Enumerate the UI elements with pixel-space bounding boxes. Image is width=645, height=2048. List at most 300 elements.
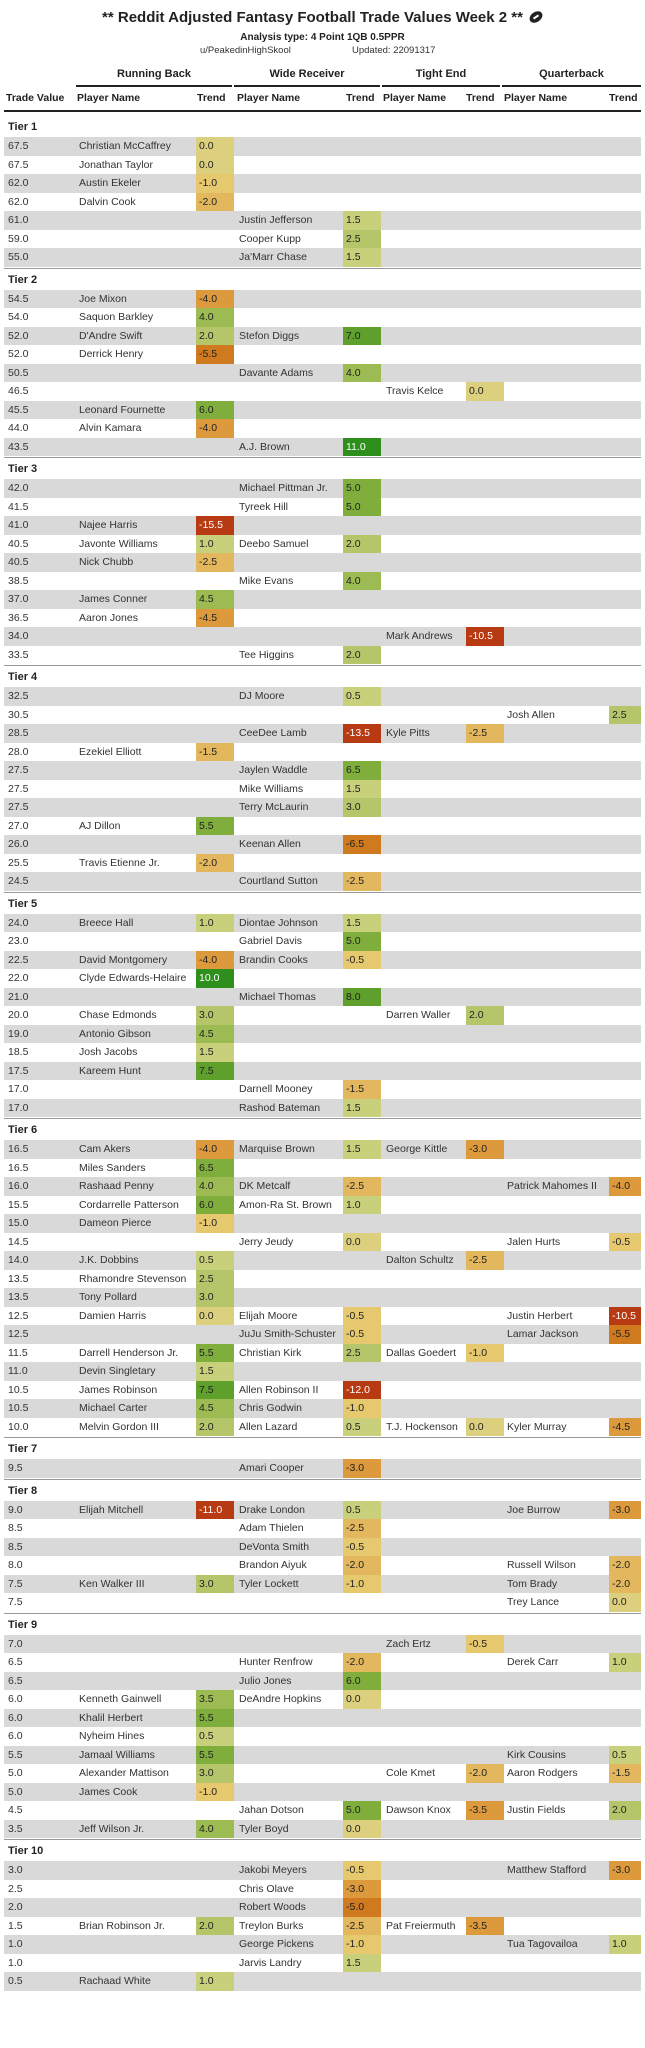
qb-name: Kyler Murray (507, 1420, 567, 1433)
header-te-name: Player Name (383, 92, 447, 104)
wr-trend: 5.0 (343, 479, 381, 498)
table-row (4, 516, 641, 535)
table-row (4, 1159, 641, 1178)
wr-name: Davante Adams (239, 366, 314, 379)
trade-value: 5.5 (8, 1748, 23, 1761)
wr-name: Keenan Allen (239, 838, 301, 850)
table-row (4, 1764, 641, 1783)
header-qb-name: Player Name (504, 92, 568, 104)
tier-label: Tier 5 (8, 897, 38, 910)
trade-value: 4.5 (8, 1804, 23, 1816)
trade-value: 28.5 (8, 727, 29, 739)
wr-trend: 6.5 (343, 761, 381, 780)
wr-trend: 1.5 (343, 914, 381, 933)
wr-name: Brandon Aiyuk (239, 1559, 307, 1571)
wr-name: Elijah Moore (239, 1309, 298, 1322)
rb-trend: -2.0 (196, 193, 234, 212)
te-name: T.J. Hockenson (386, 1420, 458, 1433)
trade-value: 15.0 (8, 1217, 29, 1229)
rb-name: AJ Dillon (79, 819, 121, 832)
rb-name: Nyheim Hines (79, 1730, 145, 1742)
wr-name: Chris Olave (239, 1882, 294, 1895)
table-row (4, 1556, 641, 1575)
qb-trend: -5.5 (609, 1325, 641, 1344)
qb-name: Joe Burrow (507, 1503, 561, 1516)
qb-name: Patrick Mahomes II (507, 1180, 597, 1192)
rb-name: James Cook (79, 1785, 138, 1798)
qb-name: Derek Carr (507, 1656, 559, 1668)
te-trend: -10.5 (466, 627, 504, 646)
rb-trend: 1.0 (196, 914, 234, 933)
wr-name: Cooper Kupp (239, 232, 301, 245)
trade-value: 6.0 (8, 1711, 23, 1724)
wr-trend: -0.5 (343, 1325, 381, 1344)
rb-trend: -1.0 (196, 174, 234, 193)
table-row (4, 479, 641, 498)
table-row (4, 1501, 641, 1520)
wr-name: Treylon Burks (239, 1919, 304, 1932)
wr-trend: -0.5 (343, 1538, 381, 1557)
wr-name: DK Metcalf (239, 1180, 291, 1192)
header-qb-trend: Trend (609, 92, 638, 104)
trade-value: 18.5 (8, 1046, 29, 1058)
qb-name: Kirk Cousins (507, 1748, 566, 1761)
wr-name: Tyreek Hill (239, 500, 289, 513)
table-row (4, 706, 641, 725)
wr-trend: -5.0 (343, 1898, 381, 1917)
wr-name: Robert Woods (239, 1901, 306, 1913)
trade-value: 14.0 (8, 1254, 29, 1266)
rb-name: J.K. Dobbins (79, 1254, 139, 1266)
table-row (4, 988, 641, 1007)
trade-value: 0.5 (8, 1975, 23, 1987)
trade-value: 2.0 (8, 1901, 23, 1913)
rb-trend: 2.0 (196, 1917, 234, 1936)
table-row (4, 382, 641, 401)
table-row (4, 609, 641, 628)
wr-trend: 0.0 (343, 1820, 381, 1839)
trade-value: 17.0 (8, 1083, 29, 1095)
rb-name: Jonathan Taylor (79, 158, 153, 171)
rb-name: Javonte Williams (79, 537, 158, 550)
wr-name: Mike Williams (239, 782, 304, 795)
table-row (4, 174, 641, 193)
header-te-trend: Trend (466, 92, 495, 104)
trade-value: 16.5 (8, 1161, 29, 1174)
rb-trend: -15.5 (196, 516, 234, 535)
rb-name: Najee Harris (79, 519, 138, 531)
table-row (4, 1727, 641, 1746)
wr-name: Justin Jefferson (239, 214, 313, 226)
rb-name: James Conner (79, 593, 148, 605)
table-row (4, 1062, 641, 1081)
qb-name: Justin Fields (507, 1804, 566, 1816)
wr-trend: -1.0 (343, 1399, 381, 1418)
trade-value: 24.0 (8, 916, 29, 929)
rb-name: Rhamondre Stevenson (79, 1272, 187, 1285)
qb-trend: -1.5 (609, 1764, 641, 1783)
header-wr-name: Player Name (237, 92, 301, 104)
wr-name: Chris Godwin (239, 1402, 303, 1414)
wr-name: DJ Moore (239, 690, 285, 702)
wr-name: Michael Thomas (239, 990, 316, 1003)
wr-trend: -2.5 (343, 1519, 381, 1538)
rb-name: David Montgomery (79, 953, 168, 966)
table-row (4, 951, 641, 970)
tier-header (4, 1479, 641, 1501)
rb-name: Jamaal Williams (79, 1748, 155, 1761)
wr-name: Tyler Lockett (239, 1577, 299, 1590)
author: u/PeakedinHighSkool (200, 45, 291, 56)
te-name: George Kittle (386, 1143, 448, 1155)
trade-value: 25.5 (8, 856, 29, 869)
tier-divider (4, 457, 641, 458)
wr-name: Tee Higgins (239, 648, 294, 661)
rb-name: Travis Etienne Jr. (79, 856, 160, 869)
table-row (4, 1459, 641, 1478)
trade-value: 28.0 (8, 745, 29, 758)
table-row (4, 535, 641, 554)
table-row (4, 1861, 641, 1880)
group-quarterback: Quarterback (539, 68, 604, 80)
trade-value: 5.0 (8, 1767, 23, 1779)
table-row (4, 1362, 641, 1381)
tier-label: Tier 8 (8, 1484, 38, 1497)
rb-name: Damien Harris (79, 1309, 147, 1322)
wr-trend: 3.0 (343, 798, 381, 817)
wr-name: Terry McLaurin (239, 801, 309, 813)
rb-trend: 5.5 (196, 1709, 234, 1728)
wr-trend: 2.0 (343, 535, 381, 554)
wr-trend: -2.0 (343, 1556, 381, 1575)
rb-name: Christian McCaffrey (79, 140, 171, 152)
trade-value: 12.5 (8, 1309, 29, 1322)
table-row (4, 401, 641, 420)
rb-name: Ezekiel Elliott (79, 745, 142, 758)
trade-value: 40.5 (8, 537, 29, 550)
wr-trend: 1.0 (343, 1196, 381, 1215)
rb-trend: 3.0 (196, 1575, 234, 1594)
wr-trend: 6.0 (343, 1672, 381, 1691)
rb-trend: -4.0 (196, 1140, 234, 1159)
table-row (4, 1519, 641, 1538)
te-name: Darren Waller (386, 1009, 451, 1021)
te-name: Dallas Goedert (386, 1346, 457, 1359)
analysis-type: Analysis type: 4 Point 1QB 0.5PPR (240, 32, 405, 43)
trade-value: 16.5 (8, 1143, 29, 1155)
trade-value: 13.5 (8, 1272, 29, 1285)
qb-name: Lamar Jackson (507, 1328, 579, 1340)
table-row (4, 627, 641, 646)
qb-trend: -4.5 (609, 1418, 641, 1437)
table-row (4, 854, 641, 873)
tier-label: Tier 7 (8, 1443, 38, 1455)
wr-trend: -1.0 (343, 1575, 381, 1594)
table-row (4, 969, 641, 988)
rb-name: Chase Edmonds (79, 1009, 157, 1021)
table-row (4, 1593, 641, 1612)
qb-trend: -3.0 (609, 1501, 641, 1520)
table-row (4, 1898, 641, 1917)
wr-trend: -2.5 (343, 1917, 381, 1936)
rb-trend: 1.5 (196, 1362, 234, 1381)
table-row (4, 1270, 641, 1289)
qb-name: Matthew Stafford (507, 1864, 587, 1876)
table-row (4, 687, 641, 706)
rb-trend: 0.0 (196, 137, 234, 156)
table-row (4, 798, 641, 817)
rb-trend: -1.0 (196, 1214, 234, 1233)
trade-value: 7.0 (8, 1637, 23, 1650)
wr-name: Drake London (239, 1503, 305, 1516)
trade-value: 27.5 (8, 764, 29, 776)
te-trend: 0.0 (466, 1418, 504, 1437)
table-row (4, 914, 641, 933)
trade-value: 7.5 (8, 1596, 23, 1608)
table-row (4, 1538, 641, 1557)
wr-name: Deebo Samuel (239, 537, 309, 550)
rb-trend: 4.5 (196, 1399, 234, 1418)
trade-value: 10.5 (8, 1402, 29, 1414)
wr-name: DeVonta Smith (239, 1540, 310, 1553)
trade-value: 38.5 (8, 574, 29, 587)
wr-name: Rashod Bateman (239, 1101, 321, 1114)
trade-value: 67.5 (8, 158, 29, 171)
rb-name: Ken Walker III (79, 1577, 145, 1590)
tier-divider (4, 1613, 641, 1614)
rb-name: Austin Ekeler (79, 177, 141, 189)
rb-name: Darrell Henderson Jr. (79, 1346, 179, 1359)
trade-value: 6.0 (8, 1730, 23, 1742)
rb-name: Cordarrelle Patterson (79, 1198, 179, 1211)
trade-value: 40.5 (8, 556, 29, 568)
table-row (4, 1307, 641, 1326)
trade-value: 24.5 (8, 875, 29, 887)
rb-trend: 10.0 (196, 969, 234, 988)
tier-header (4, 1437, 641, 1459)
wr-name: Stefon Diggs (239, 329, 300, 342)
table-row (4, 932, 641, 951)
wr-trend: 2.0 (343, 646, 381, 665)
wr-trend: -3.0 (343, 1459, 381, 1478)
tier-label: Tier 10 (8, 1845, 44, 1857)
rb-name: Melvin Gordon III (79, 1420, 159, 1433)
trade-value: 16.0 (8, 1180, 29, 1192)
trade-value: 9.0 (8, 1503, 23, 1516)
wr-name: Diontae Johnson (239, 916, 318, 929)
table-row (4, 553, 641, 572)
tier-divider (4, 1479, 641, 1480)
page-title: ** Reddit Adjusted Fantasy Football Trade Values Week 2 ** (0, 9, 645, 26)
te-trend: -2.5 (466, 1251, 504, 1270)
table-row (4, 1099, 641, 1118)
te-name: Dalton Schultz (386, 1254, 454, 1266)
trade-value: 3.5 (8, 1822, 23, 1835)
table-row (4, 1214, 641, 1233)
trade-value: 10.0 (8, 1420, 29, 1433)
tier-label: Tier 2 (8, 273, 38, 286)
wr-name: Adam Thielen (239, 1522, 304, 1534)
table-row (4, 1972, 641, 1991)
rb-trend: -2.0 (196, 854, 234, 873)
rb-trend: 6.0 (196, 1196, 234, 1215)
qb-trend: -2.0 (609, 1556, 641, 1575)
wr-name: George Pickens (239, 1938, 314, 1950)
trade-value: 62.0 (8, 195, 29, 208)
wr-trend: 5.0 (343, 1801, 381, 1820)
wr-name: Darnell Mooney (239, 1083, 313, 1095)
trade-value: 7.5 (8, 1577, 23, 1590)
table-row (4, 1575, 641, 1594)
trade-value: 8.0 (8, 1559, 23, 1571)
trade-value: 43.5 (8, 440, 29, 453)
rb-trend: 7.5 (196, 1381, 234, 1400)
trade-value: 11.0 (8, 1365, 28, 1377)
table-row (4, 1418, 641, 1437)
wr-trend: 4.0 (343, 364, 381, 383)
tier-label: Tier 6 (8, 1124, 38, 1136)
wr-trend: 1.5 (343, 248, 381, 267)
rb-trend: 4.5 (196, 1025, 234, 1044)
wr-name: Christian Kirk (239, 1346, 302, 1359)
rb-name: Clyde Edwards-Helaire (79, 972, 187, 984)
wr-trend: -12.0 (343, 1381, 381, 1400)
rb-trend: 4.0 (196, 1177, 234, 1196)
table-row (4, 290, 641, 309)
table-row (4, 498, 641, 517)
trade-value: 22.5 (8, 953, 29, 966)
trade-value: 36.5 (8, 611, 29, 624)
te-name: Travis Kelce (386, 385, 444, 397)
tier-label: Tier 4 (8, 671, 38, 683)
rb-trend: 3.0 (196, 1006, 234, 1025)
wr-name: Jerry Jeudy (239, 1235, 294, 1248)
trade-value: 10.5 (8, 1383, 29, 1396)
wr-name: JuJu Smith-Schuster (239, 1328, 336, 1340)
tier-divider (4, 665, 641, 666)
tier-header (4, 892, 641, 914)
rb-trend: 1.5 (196, 1043, 234, 1062)
wr-name: Tyler Boyd (239, 1822, 289, 1835)
rb-name: Devin Singletary (79, 1365, 156, 1377)
wr-name: Gabriel Davis (239, 935, 303, 947)
wr-trend: -3.0 (343, 1880, 381, 1899)
table-row (4, 419, 641, 438)
tier-header (4, 115, 641, 137)
wr-trend: 0.5 (343, 1418, 381, 1437)
table-row (4, 230, 641, 249)
wr-name: Julio Jones (239, 1674, 292, 1687)
rb-trend: 1.0 (196, 1972, 234, 1991)
rb-name: Dalvin Cook (79, 195, 136, 208)
wr-name: Hunter Renfrow (239, 1656, 313, 1668)
rb-name: Joe Mixon (79, 292, 127, 305)
group-wide-receiver: Wide Receiver (269, 68, 345, 80)
rb-trend: 6.0 (196, 401, 234, 420)
qb-name: Trey Lance (507, 1596, 560, 1608)
tier-header (4, 665, 641, 687)
rb-name: Dameon Pierce (79, 1217, 152, 1229)
te-trend: -1.0 (466, 1344, 504, 1363)
header-rb-trend: Trend (197, 92, 226, 104)
trade-value: 34.0 (8, 630, 29, 642)
wr-name: DeAndre Hopkins (239, 1693, 322, 1705)
rb-name: Antonio Gibson (79, 1027, 151, 1040)
wr-name: Brandin Cooks (239, 953, 308, 966)
wr-trend: -0.5 (343, 1861, 381, 1880)
table-row (4, 364, 641, 383)
rb-name: Leonard Fournette (79, 403, 166, 416)
trade-value: 27.5 (8, 801, 29, 813)
rb-trend: 4.0 (196, 1820, 234, 1839)
trade-value: 3.0 (8, 1864, 23, 1876)
te-trend: -2.0 (466, 1764, 504, 1783)
qb-trend: 0.0 (609, 1593, 641, 1612)
wr-trend: 1.5 (343, 1099, 381, 1118)
rb-trend: 0.5 (196, 1727, 234, 1746)
table-row (4, 590, 641, 609)
table-row (4, 1635, 641, 1654)
trade-value: 33.5 (8, 648, 29, 661)
trade-value: 22.0 (8, 972, 29, 984)
wr-trend: 11.0 (343, 438, 381, 457)
qb-trend: 0.5 (609, 1746, 641, 1765)
trade-value: 17.5 (8, 1064, 29, 1077)
wr-trend: 7.0 (343, 327, 381, 346)
trade-value: 6.5 (8, 1674, 23, 1687)
trade-value: 55.0 (8, 251, 29, 263)
te-trend: -3.5 (466, 1801, 504, 1820)
trade-value: 32.5 (8, 690, 29, 702)
rb-trend: 3.0 (196, 1764, 234, 1783)
trade-value: 50.5 (8, 366, 29, 379)
qb-trend: -4.0 (609, 1177, 641, 1196)
qb-trend: -10.5 (609, 1307, 641, 1326)
table-row (4, 1025, 641, 1044)
rb-trend: 3.5 (196, 1690, 234, 1709)
qb-trend: 2.5 (609, 706, 641, 725)
wr-name: Michael Pittman Jr. (239, 482, 328, 494)
qb-trend: 1.0 (609, 1653, 641, 1672)
wr-name: A.J. Brown (239, 440, 290, 453)
trade-value: 20.0 (8, 1009, 29, 1021)
wr-trend: -0.5 (343, 951, 381, 970)
trade-value: 62.0 (8, 177, 29, 189)
trade-value: 54.5 (8, 292, 29, 305)
table-row (4, 1820, 641, 1839)
header-wr-trend: Trend (346, 92, 375, 104)
wr-trend: 1.5 (343, 211, 381, 230)
trade-value: 54.0 (8, 311, 29, 323)
table-row (4, 211, 641, 230)
table-row (4, 1381, 641, 1400)
trade-value: 8.5 (8, 1540, 23, 1553)
rb-name: Derrick Henry (79, 348, 144, 360)
wr-trend: 0.5 (343, 687, 381, 706)
wr-trend: 0.0 (343, 1690, 381, 1709)
rb-name: Alvin Kamara (79, 422, 142, 434)
header-rb-name: Player Name (77, 92, 141, 104)
tier-header (4, 457, 641, 479)
table-row (4, 1672, 641, 1691)
wr-name: Jahan Dotson (239, 1804, 304, 1816)
trade-value: 19.0 (8, 1027, 29, 1040)
trade-value: 42.0 (8, 482, 29, 494)
table-row (4, 1709, 641, 1728)
table-row (4, 817, 641, 836)
wr-name: CeeDee Lamb (239, 727, 307, 739)
rb-name: Breece Hall (79, 916, 134, 929)
